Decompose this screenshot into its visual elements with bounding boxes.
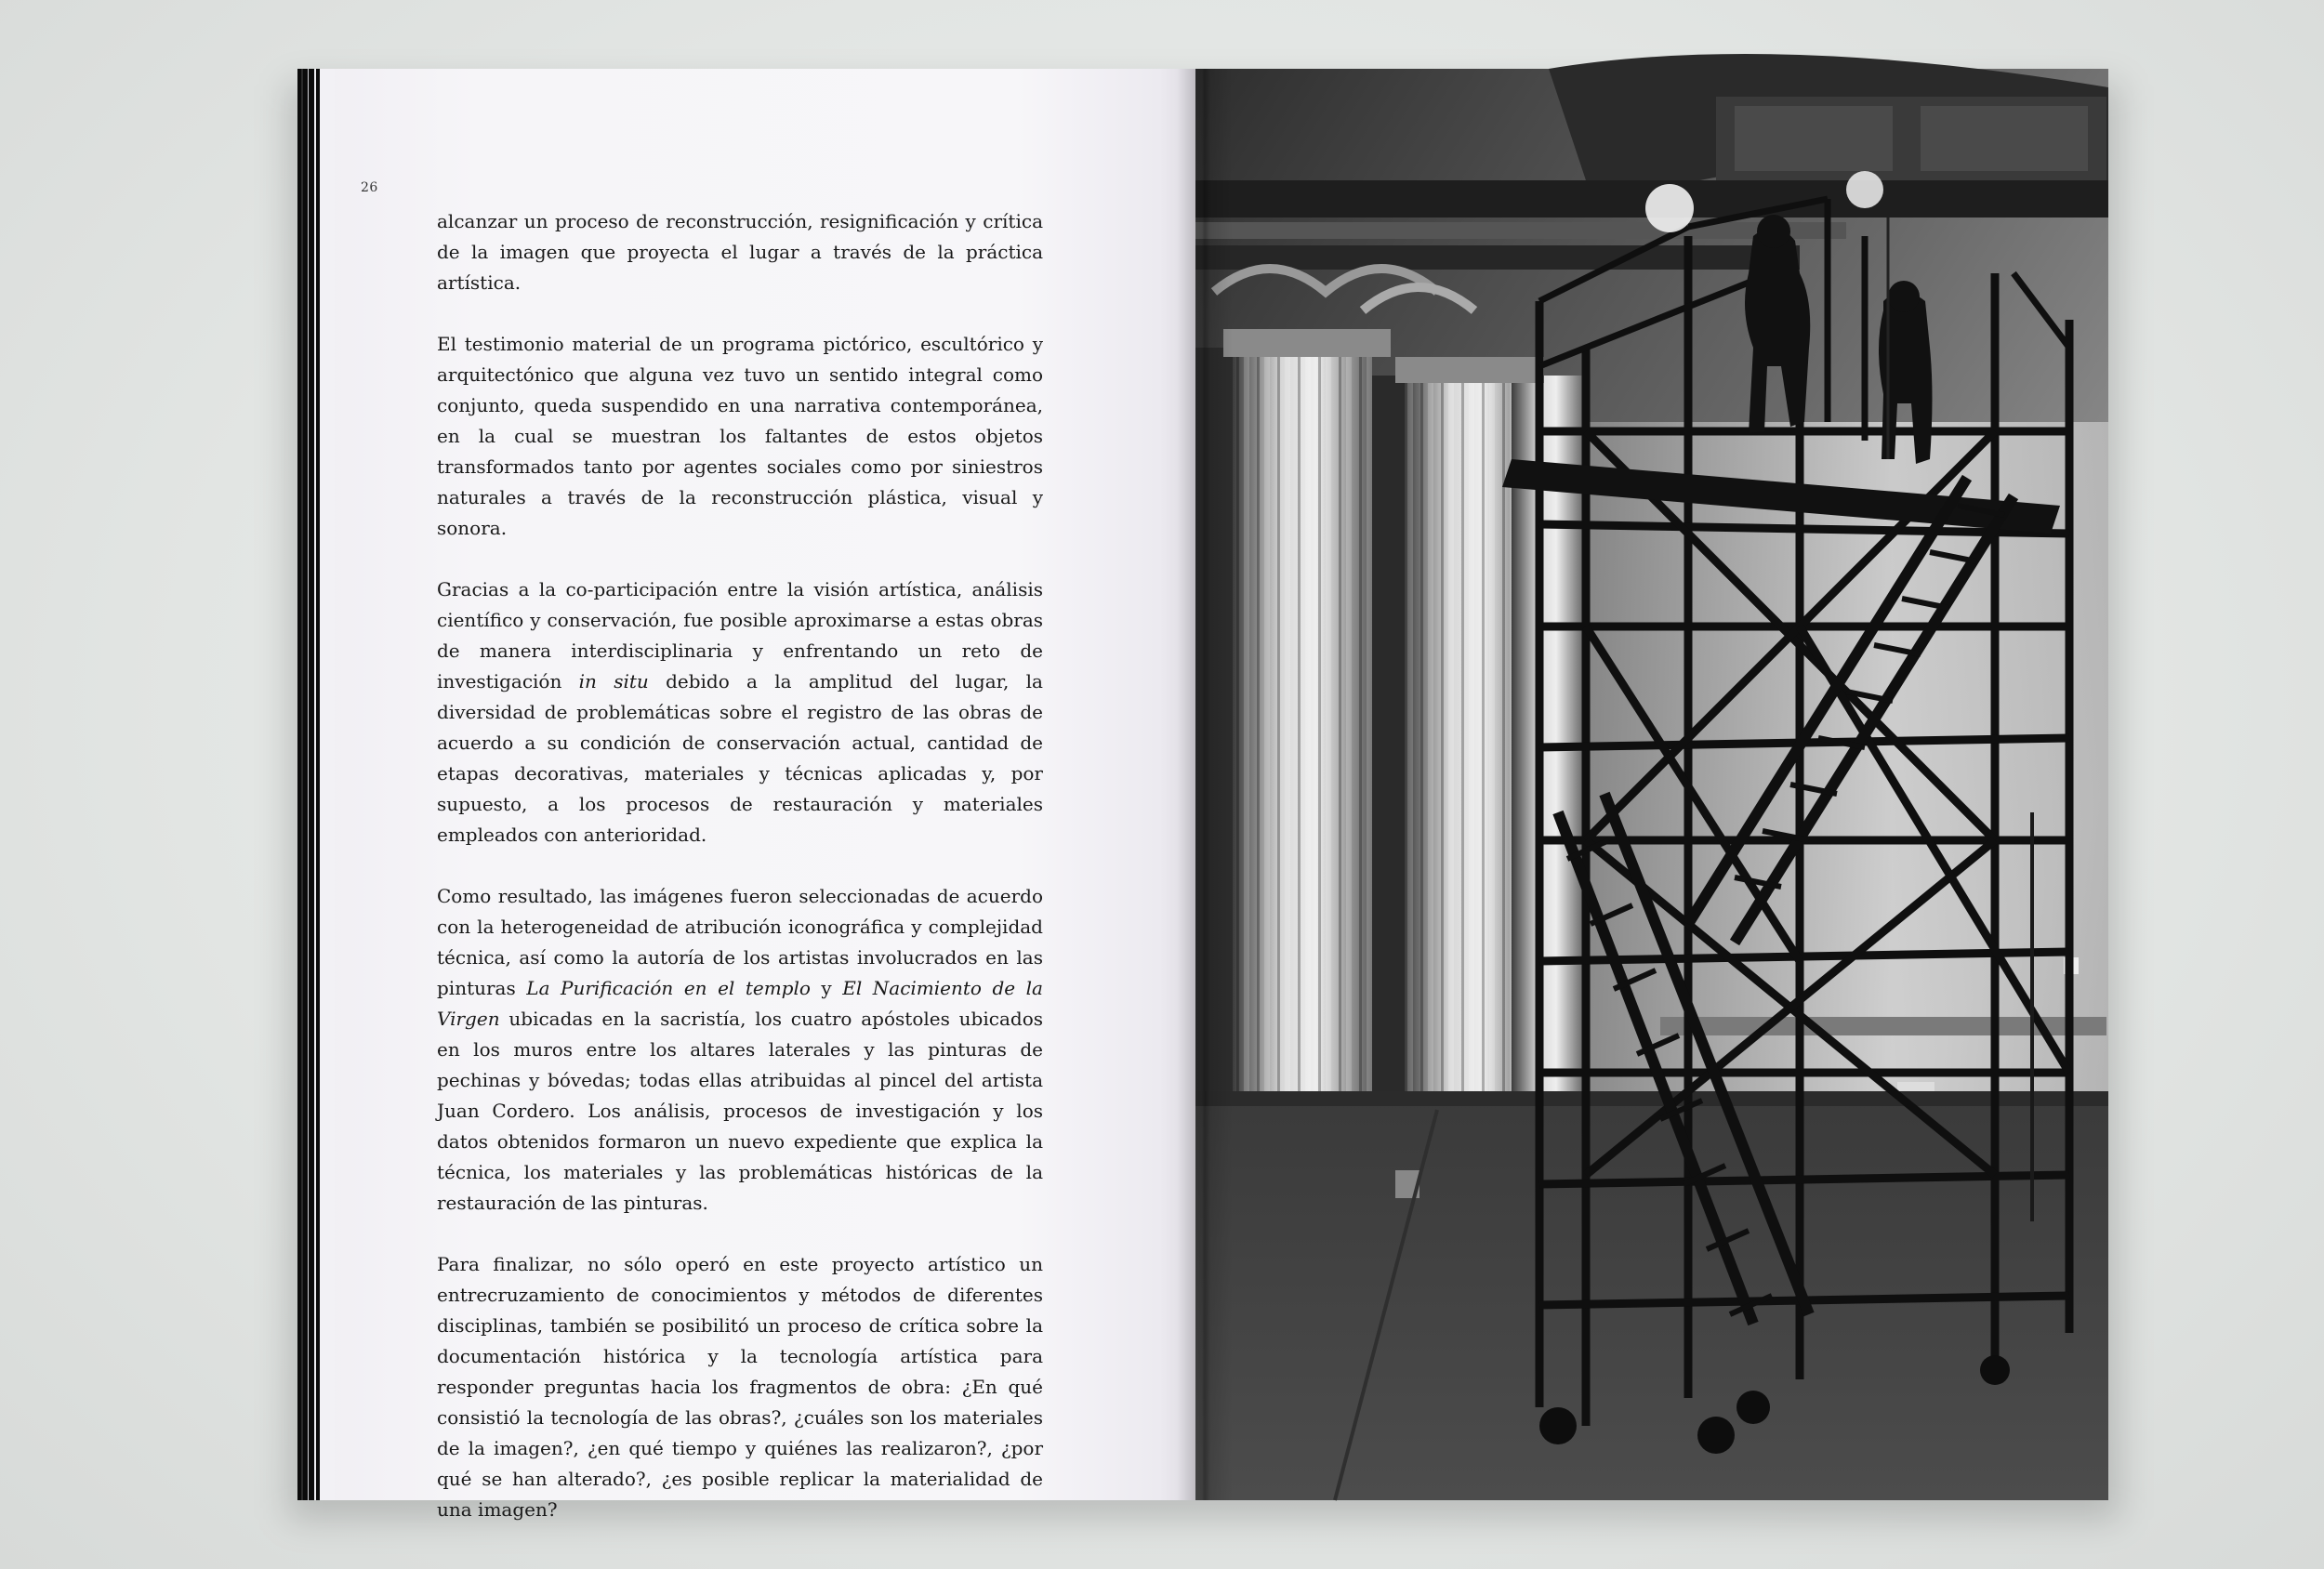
photograph-scaffolding-icon (1195, 69, 2108, 1500)
italic-title: El Nacimiento de la Virgen (437, 977, 1043, 1030)
body-text (437, 206, 1043, 1556)
left-page (297, 69, 1195, 1521)
right-page (1195, 69, 2108, 1500)
paragraph: El testimonio material de un programa pictórico, escultórico y arquitectónico que alguna vez tuvo un sentido integral como conjunto, queda suspendido en una narrativa contemporánea, en la cual se muestran los faltantes de estos objetos transformados tanto por agentes sociales como por siniestros naturales a través de la reconstrucción plástica, visual y sonora. (437, 333, 1043, 539)
open-booklet (297, 69, 2108, 1521)
paragraph: alcanzar un proceso de reconstrucción, resignificación y crítica de la imagen que proyecta el lugar a través de la práctica artística. (437, 210, 1043, 294)
paragraph: Como resultado, las imágenes fueron seleccionadas de acuerdo con la heterogeneidad de atribución iconográfica y complejidad técnica, así como la autoría de los artistas involucrados en las pinturas La Purificación en el templo y El Nacimiento de la Virgen ubicadas en la sacristía, los cuatro apóstoles ubicados en los muros entre los altares laterales y las pinturas de pechinas y bóvedas; todas ellas atribuidas al pincel del artista Juan Cordero. Los análisis, procesos de investigación y los datos obtenidos formaron un nuevo expediente que explica la técnica, los materiales y las problemáticas históricas de la restauración de las pinturas. (437, 885, 1043, 1214)
italic-term: in situ (578, 670, 649, 692)
paragraph: Para finalizar, no sólo operó en este proyecto artístico un entrecruzamiento de conocimientos y métodos de diferentes disciplinas, también se posibilitó un proceso de crítica sobre la documentación histórica y la tecnología artística para responder preguntas hacia los fragmentos de obra: ¿En qué consistió la tecnología de las obras?, ¿cuáles son los materiales de la imagen?, ¿en qué tiempo y quiénes las realizaron?, ¿por qué se han alterado?, ¿es posible replicar la materialidad de una imagen? (437, 1253, 1043, 1521)
italic-title: La Purificación en el templo (526, 977, 811, 999)
page-number: 26 (361, 180, 378, 195)
page-edge-stack (297, 69, 335, 1500)
paragraph: Gracias a la co-participación entre la visión artística, análisis científico y conservación, fue posible aproximarse a estas obras de manera interdisciplinaria y enfrentando un reto de investigación in situ debido a la amplitud del lugar, la diversidad de problemáticas sobre el registro de las obras de acuerdo a su condición de conservación actual, cantidad de etapas decorativas, materiales y técnicas aplicadas y, por supuesto, a los procesos de restauración y materiales empleados con anterioridad. (437, 578, 1043, 846)
